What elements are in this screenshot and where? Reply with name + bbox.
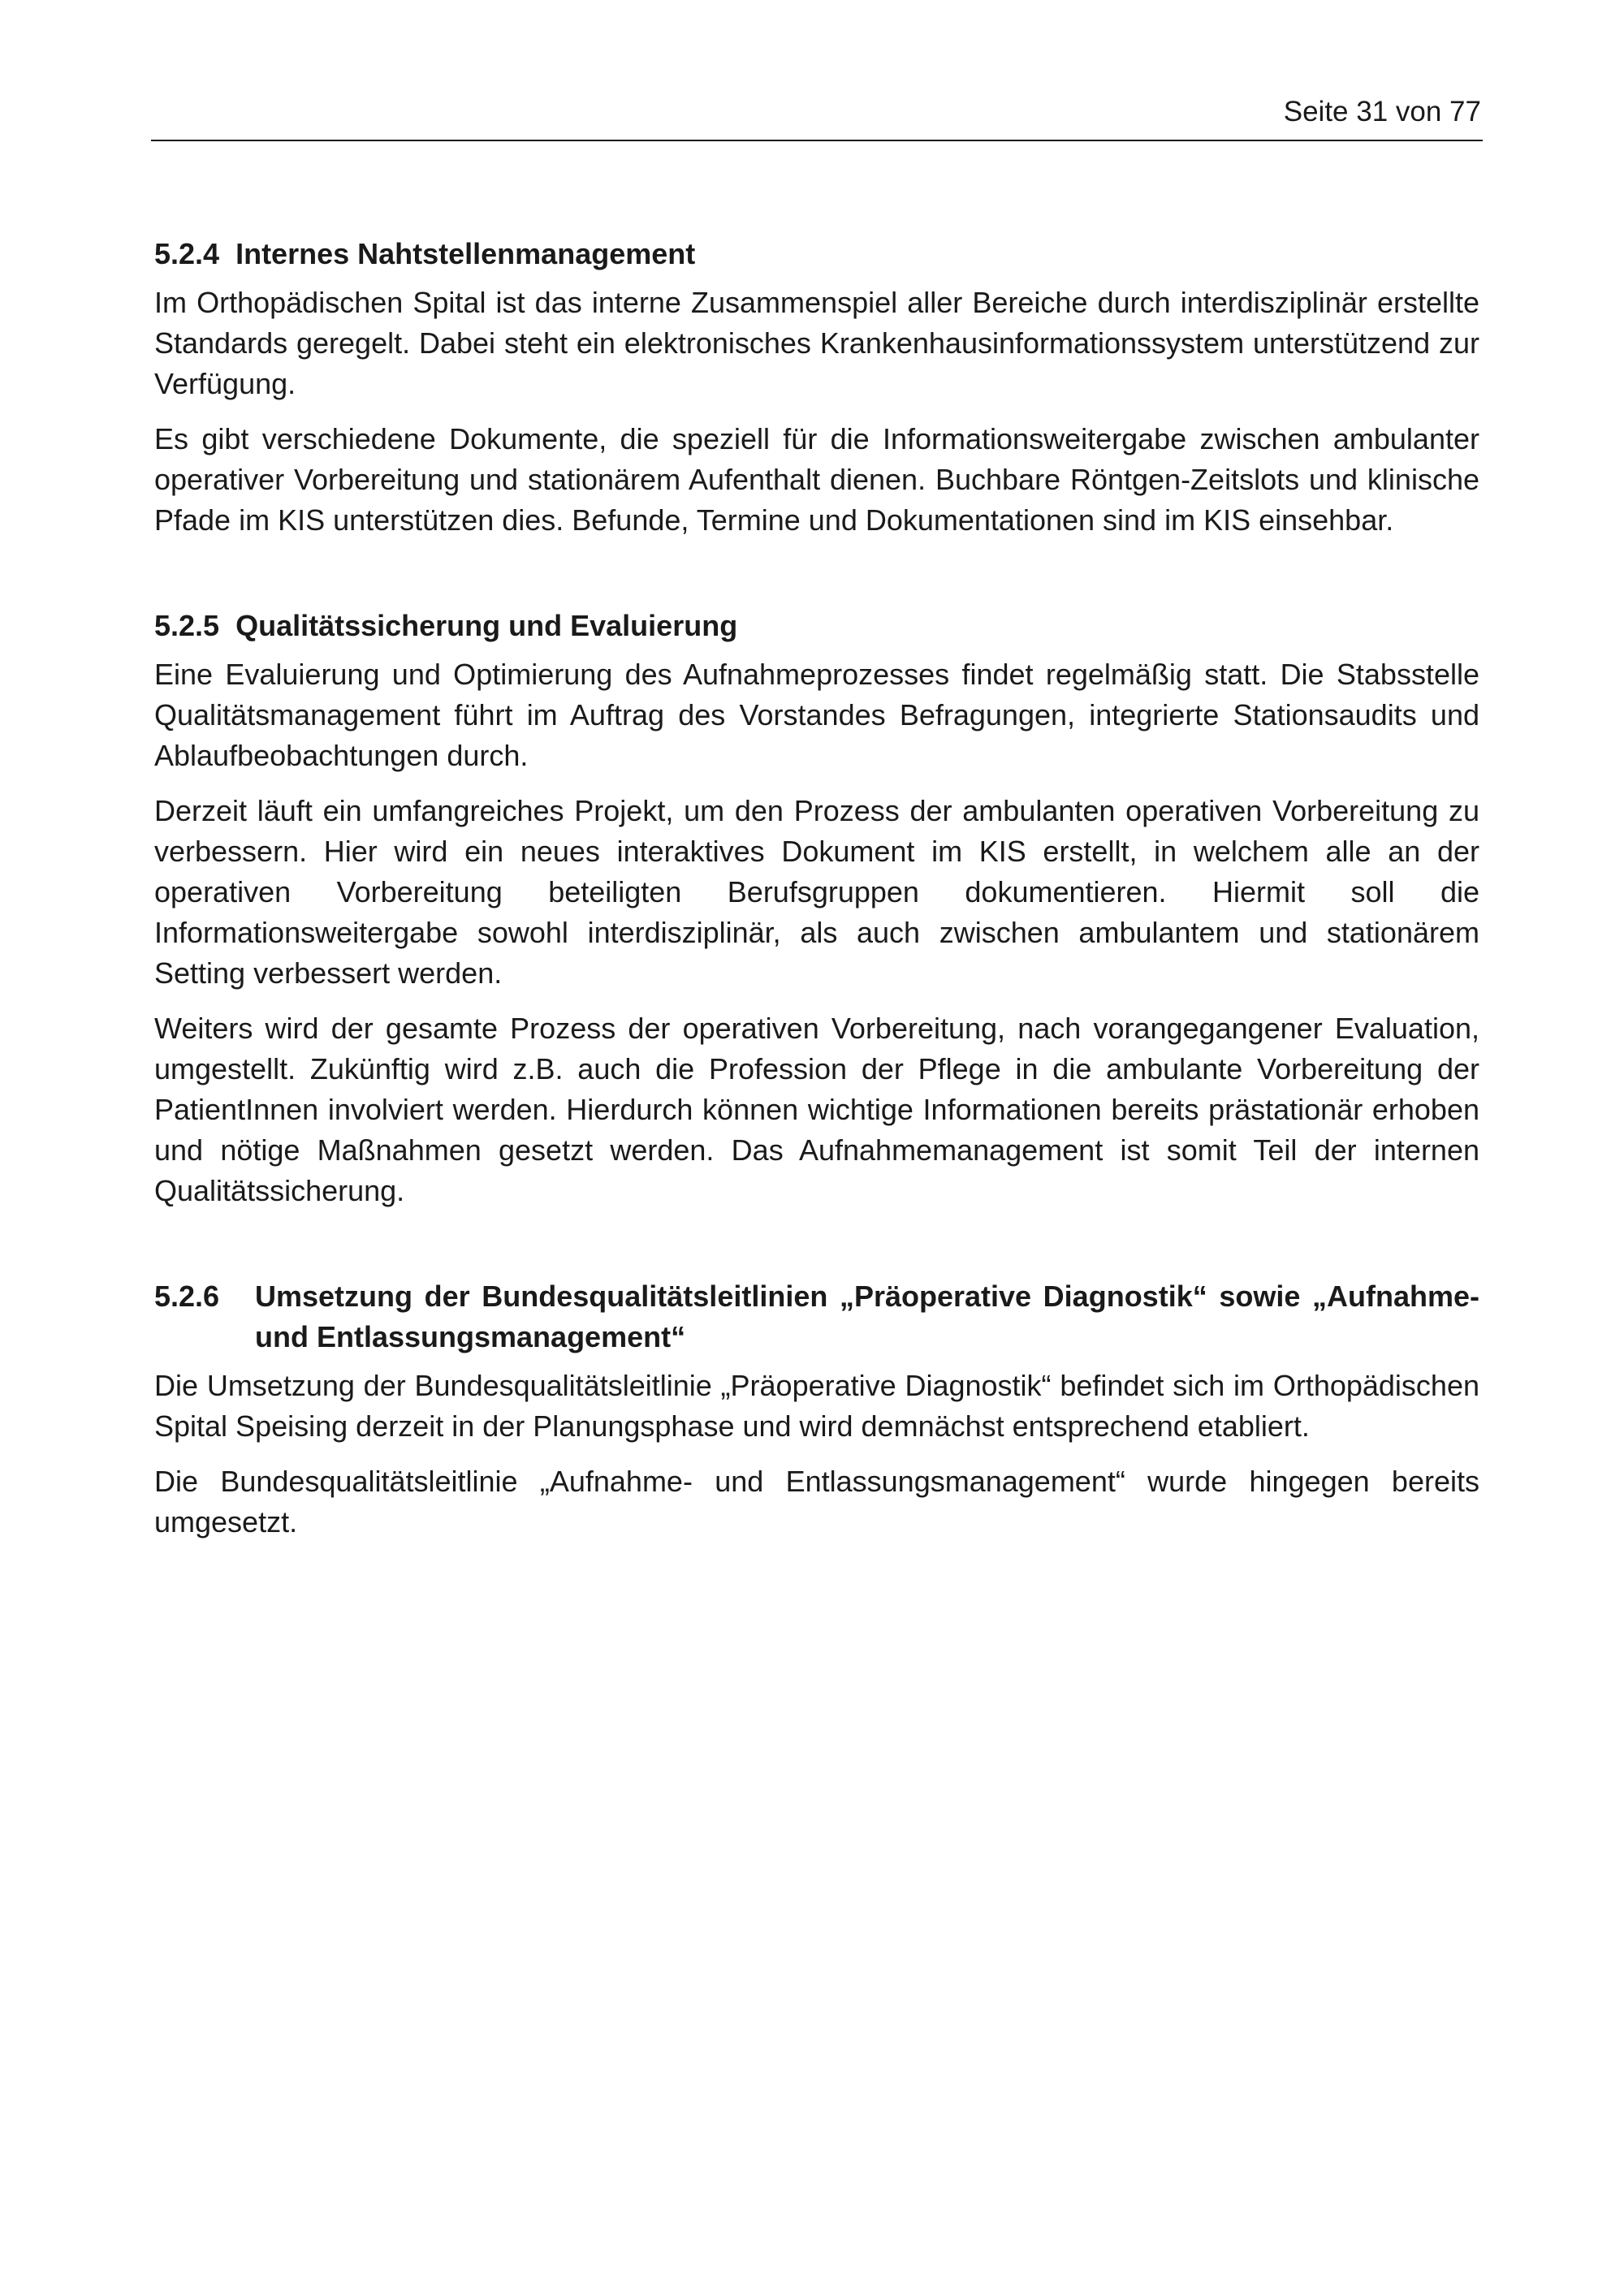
paragraph: Im Orthopädischen Spital ist das interne Zusammenspiel aller Bereiche durch interdisziplinär erstellte Standards geregelt. Dabei steht ein elektronisches Krankenhausinformationssystem unterstützend zur Verfügung. (154, 286, 1479, 400)
page-header (151, 91, 1483, 141)
paragraph: Eine Evaluierung und Optimierung des Aufnahmeprozesses findet regelmäßig statt. Die Stabsstelle Qualitätsmanagement führt im Auftrag des Vorstandes Befragungen, integrierte Stationsaudits und Ablaufbeobachtungen durch. (154, 658, 1479, 772)
section-5-2-6 (154, 1276, 1479, 1543)
section-5-2-4 (154, 234, 1479, 541)
section-title: Internes Nahtstellenmanagement (235, 237, 696, 270)
section-title: Umsetzung der Bundesqualitätsleitlinien „Präoperative Diagnostik“ sowie „Aufnahme- und Entlassungsmanagement“ (255, 1280, 1479, 1353)
section-title: Qualitätssicherung und Evaluierung (235, 609, 738, 642)
paragraph: Es gibt verschiedene Dokumente, die speziell für die Informationsweitergabe zwischen ambulanter operativer Vorbereitung und stationärem Aufenthalt dienen. Buchbare Röntgen-Zeitslots und klinische Pfade im KIS unterstützen dies. Befunde, Termine und Dokumentationen sind im KIS einsehbar. (154, 422, 1479, 537)
paragraph: Derzeit läuft ein umfangreiches Projekt, um den Prozess der ambulanten operativen Vorbereitung zu verbessern. Hier wird ein neues interaktives Dokument im KIS erstellt, in welchem alle an der operativen Vorbereitung beteiligten Berufsgruppen dokumentieren. Hiermit soll die Informationsweitergabe sowohl interdisziplinär, als auch zwischen ambulantem und stationärem Setting verbessert werden. (154, 794, 1479, 990)
section-number: 5.2.5 (154, 609, 220, 642)
section-number: 5.2.6 (154, 1280, 220, 1313)
page-number: Seite 31 von 77 (1283, 96, 1481, 127)
paragraph: Die Bundesqualitätsleitlinie „Aufnahme- und Entlassungsmanagement“ wurde hingegen bereits umgesetzt. (154, 1465, 1479, 1539)
section-heading (154, 1276, 1479, 1357)
document-body (154, 234, 1479, 1557)
section-heading (154, 606, 1479, 646)
section-number: 5.2.4 (154, 237, 220, 270)
paragraph: Die Umsetzung der Bundesqualitätsleitlinie „Präoperative Diagnostik“ befindet sich im Orthopädischen Spital Speising derzeit in der Planungsphase und wird demnächst entsprechend etabliert. (154, 1369, 1479, 1443)
section-heading (154, 234, 1479, 274)
paragraph: Weiters wird der gesamte Prozess der operativen Vorbereitung, nach vorangegangener Evaluation, umgestellt. Zukünftig wird z.B. auch die Profession der Pflege in die ambulante Vorbereitung der PatientInnen involviert werden. Hierdurch können wichtige Informationen bereits prästationär erhoben und nötige Maßnahmen gesetzt werden. Das Aufnahmemanagement ist somit Teil der internen Qualitätssicherung. (154, 1012, 1479, 1207)
section-5-2-5 (154, 606, 1479, 1211)
